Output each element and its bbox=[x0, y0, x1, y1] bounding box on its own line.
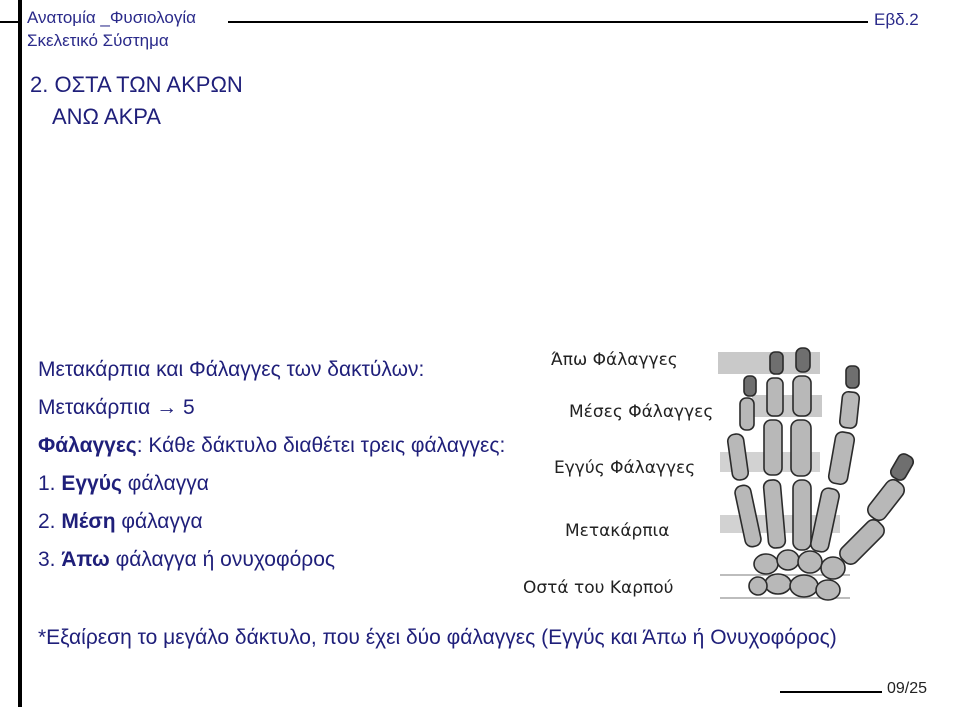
little-distal-bone bbox=[744, 376, 756, 396]
list-item: 3. Άπω φάλαγγα ή ονυχοφόρος bbox=[38, 548, 336, 571]
ring-distal-bone bbox=[770, 352, 783, 374]
slide-subtitle: ΑΝΩ ΑΚΡΑ bbox=[52, 104, 161, 129]
index-proximal-bone bbox=[828, 431, 856, 486]
ring-proximal-bone bbox=[764, 420, 782, 475]
label-carpal-bones: Οστά του Καρπού bbox=[519, 578, 678, 598]
list-item: 2. Μέση φάλαγγα bbox=[38, 510, 203, 533]
page-number: 09/25 bbox=[887, 680, 928, 697]
carpal-bone bbox=[821, 557, 845, 579]
label-proximal-phalanges: Εγγύς Φάλαγγες bbox=[550, 458, 699, 478]
hand-skeleton-figure bbox=[700, 340, 940, 610]
chapter-name: Σκελετικό Σύστημα bbox=[27, 31, 169, 50]
index-distal-bone bbox=[846, 366, 859, 388]
footer-rule bbox=[780, 691, 882, 693]
middle-distal-bone bbox=[796, 348, 810, 372]
carpal-bone bbox=[816, 580, 840, 600]
course-name: Ανατομία _Φυσιολογία bbox=[27, 8, 196, 27]
phalanges-line bbox=[38, 432, 505, 459]
carpal-bone bbox=[777, 550, 799, 570]
ring-middle-bone bbox=[767, 378, 783, 416]
bones bbox=[727, 348, 916, 600]
carpal-bone bbox=[790, 575, 818, 597]
phalanges-term: Φάλαγγες bbox=[38, 434, 137, 457]
slide-title: 2. ΟΣΤΑ ΤΩΝ ΑΚΡΩΝ bbox=[30, 72, 243, 97]
label-distal-phalanges: Άπω Φάλαγγες bbox=[547, 350, 682, 370]
little-proximal-bone bbox=[727, 433, 749, 481]
label-middle-phalanges: Μέσες Φάλαγγες bbox=[565, 402, 717, 422]
edition-label: Εβδ.2 bbox=[874, 10, 919, 29]
label-metacarpals: Μετακάρπια bbox=[561, 521, 674, 541]
metacarpals-label: Μετακάρπια bbox=[38, 396, 151, 419]
carpal-bone bbox=[798, 551, 822, 573]
ring-metacarpal-bone bbox=[763, 479, 786, 548]
list-item: 1. Εγγύς φάλαγγα bbox=[38, 472, 209, 495]
carpal-bone bbox=[749, 577, 767, 595]
thumb-distal-bone bbox=[889, 452, 916, 483]
middle-metacarpal-bone bbox=[793, 480, 811, 550]
carpal-bone bbox=[754, 554, 778, 574]
metacarpals-line bbox=[38, 394, 195, 421]
index-middle-bone bbox=[839, 391, 860, 429]
thumb-proximal-bone bbox=[865, 477, 908, 524]
header-rule bbox=[228, 21, 868, 23]
left-border-line bbox=[18, 0, 22, 707]
middle-proximal-bone bbox=[791, 420, 811, 476]
carpal-bone bbox=[765, 574, 791, 594]
top-left-tick bbox=[0, 21, 18, 23]
middle-middle-bone bbox=[793, 376, 811, 416]
footnote: *Εξαίρεση το μεγάλο δάκτυλο, που έχει δύο φάλαγγες (Εγγύς και Άπω ή Ονυχοφόρος) bbox=[38, 626, 837, 649]
thumb-metacarpal-bone bbox=[837, 517, 888, 568]
little-middle-bone bbox=[740, 398, 754, 430]
body-heading: Μετακάρπια και Φάλαγγες των δακτύλων: bbox=[38, 358, 425, 381]
metacarpals-count: 5 bbox=[183, 396, 195, 419]
phalanges-desc: : Κάθε δάκτυλο διαθέτει τρεις φάλαγγες: bbox=[136, 434, 506, 457]
arrow-icon: → bbox=[156, 396, 178, 419]
